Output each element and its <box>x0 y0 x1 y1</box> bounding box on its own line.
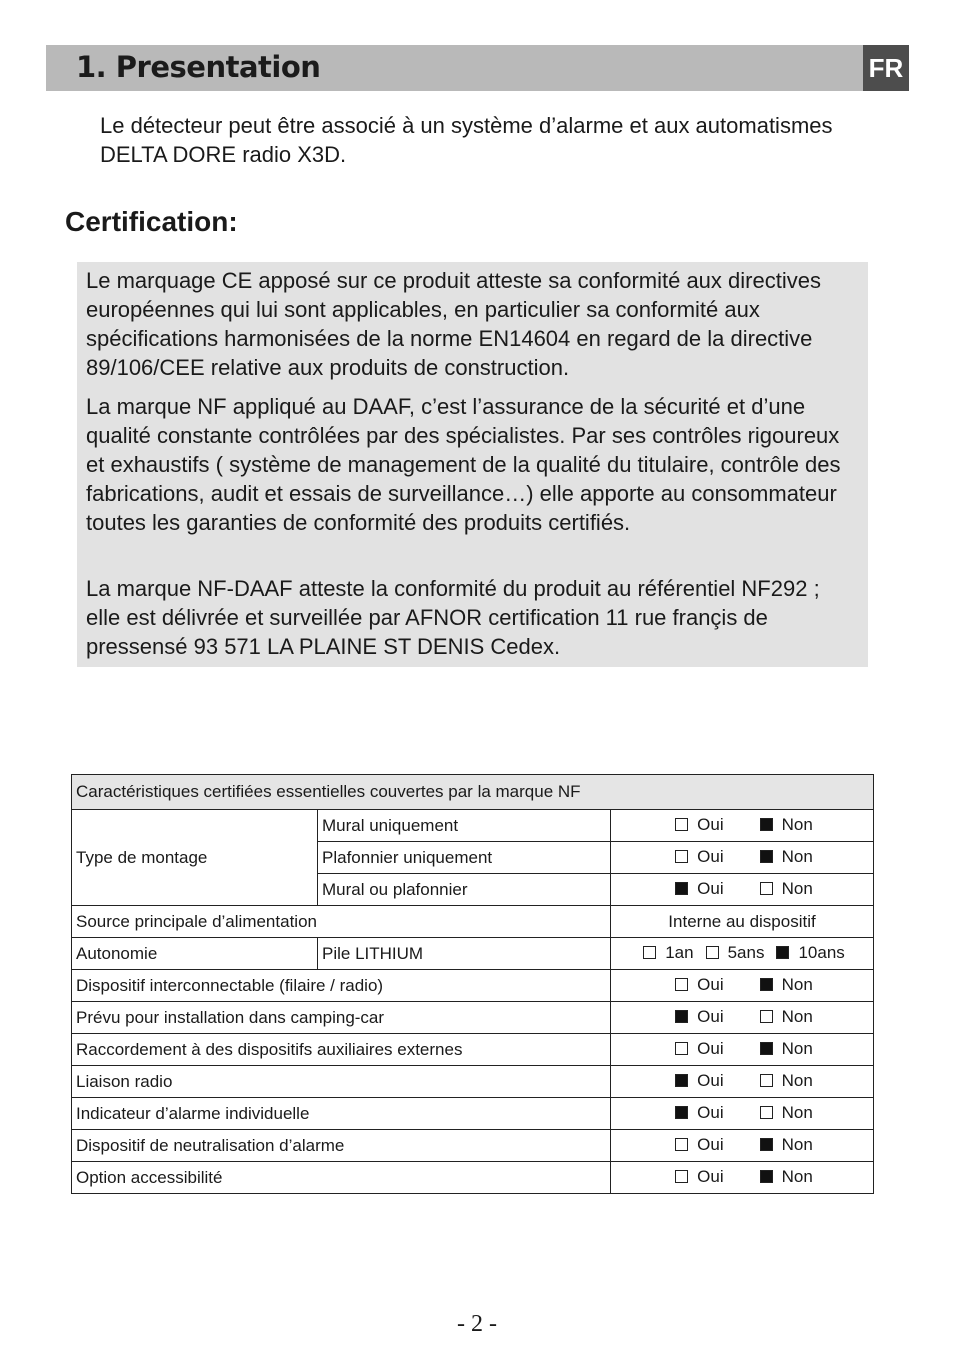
checked-box-icon <box>760 978 773 991</box>
option-label: 1an <box>665 942 694 962</box>
table-row <box>72 938 874 970</box>
option-label: Oui <box>697 1038 724 1058</box>
option-non <box>760 815 813 835</box>
empty-box-icon <box>760 1106 773 1119</box>
checked-box-icon <box>760 818 773 831</box>
certification-title: Certification: <box>65 206 238 237</box>
table-row <box>72 1098 874 1130</box>
row-label: Liaison radio <box>72 1066 611 1098</box>
checked-box-icon <box>760 1138 773 1151</box>
option-non <box>760 1135 813 1155</box>
option-label: 10ans <box>798 942 845 962</box>
empty-box-icon <box>706 946 719 959</box>
row-label: Dispositif de neutralisation d’alarme <box>72 1130 611 1162</box>
table-row <box>72 810 874 842</box>
option-oui <box>675 1135 723 1155</box>
section-title: 1. Presentation <box>76 50 321 84</box>
certification-paragraph-ce: Le marquage CE apposé sur ce produit atteste sa conformité aux directives européennes qui lui sont applicables, en particulier sa conformité aux spécifications harmonisées de la norme EN14604 en regard de la directive 89/106/CEE relative aux produits de construction. <box>86 268 821 380</box>
empty-box-icon <box>675 818 688 831</box>
row-label: Prévu pour installation dans camping-car <box>72 1002 611 1034</box>
option-non <box>760 1039 813 1059</box>
row-options <box>611 1002 874 1034</box>
row-label: Source principale d’alimentation <box>72 906 611 938</box>
table-row <box>72 1130 874 1162</box>
option-label: Non <box>781 1070 813 1090</box>
row-options <box>611 1066 874 1098</box>
option-label: 5ans <box>727 942 765 962</box>
option-label: Non <box>781 1166 813 1186</box>
table-row <box>72 1002 874 1034</box>
option-non <box>760 1071 813 1091</box>
option-oui <box>675 1007 723 1027</box>
certification-paragraph-nf-daaf: La marque NF-DAAF atteste la conformité du produit au référentiel NF292 ; elle est délivrée et surveillée par AFNOR certification 11 rue françis de pressensé 93 571 LA PLAINE ST DENIS Cedex. <box>86 576 820 659</box>
row-options <box>611 810 874 842</box>
empty-box-icon <box>675 1138 688 1151</box>
row-label: Indicateur d’alarme individuelle <box>72 1098 611 1130</box>
option-oui <box>675 879 723 899</box>
row-sub-label: Pile LITHIUM <box>318 938 611 970</box>
checked-box-icon <box>675 1010 688 1023</box>
empty-box-icon <box>675 1042 688 1055</box>
option-10ans <box>776 943 844 963</box>
row-sub-label: Mural uniquement <box>318 810 611 842</box>
option-1an <box>643 943 693 963</box>
option-non <box>760 879 813 899</box>
option-oui <box>675 847 723 867</box>
row-options <box>611 1034 874 1066</box>
option-label: Non <box>781 814 813 834</box>
row-label: Raccordement à des dispositifs auxiliaires externes <box>72 1034 611 1066</box>
option-non <box>760 975 813 995</box>
page-number: - 2 - <box>457 1311 497 1337</box>
option-label: Non <box>781 1038 813 1058</box>
option-oui <box>675 1103 723 1123</box>
checked-box-icon <box>675 1074 688 1087</box>
row-options <box>611 938 874 970</box>
table-row <box>72 1162 874 1194</box>
option-label: Non <box>781 974 813 994</box>
empty-box-icon <box>760 1074 773 1087</box>
table-row <box>72 906 874 938</box>
option-label: Non <box>781 878 813 898</box>
table-header-row <box>72 775 874 810</box>
section-header-bar <box>46 45 863 91</box>
option-non <box>760 1007 813 1027</box>
option-label: Oui <box>697 974 724 994</box>
intro-text: Le détecteur peut être associé à un système d’alarme et aux automatismes DELTA DORE radio X3D. <box>100 113 833 167</box>
option-label: Oui <box>697 1102 724 1122</box>
row-options <box>611 1162 874 1194</box>
empty-box-icon <box>675 1170 688 1183</box>
option-oui <box>675 975 723 995</box>
option-non <box>760 1167 813 1187</box>
checked-box-icon <box>760 1170 773 1183</box>
row-options <box>611 1130 874 1162</box>
table-row <box>72 970 874 1002</box>
table-row <box>72 1066 874 1098</box>
option-non <box>760 847 813 867</box>
checked-box-icon <box>675 1106 688 1119</box>
option-non <box>760 1103 813 1123</box>
checked-box-icon <box>760 850 773 863</box>
empty-box-icon <box>675 978 688 991</box>
option-label: Non <box>781 1102 813 1122</box>
row-options <box>611 874 874 906</box>
option-label: Non <box>781 1134 813 1154</box>
option-label: Non <box>781 1006 813 1026</box>
row-options <box>611 970 874 1002</box>
row-label: Autonomie <box>72 938 318 970</box>
certification-box <box>77 262 868 667</box>
checked-box-icon <box>760 1042 773 1055</box>
option-label: Oui <box>697 814 724 834</box>
option-5ans <box>706 943 765 963</box>
checked-box-icon <box>675 882 688 895</box>
empty-box-icon <box>760 882 773 895</box>
language-badge: FR <box>863 45 909 91</box>
nf-characteristics-table <box>71 774 874 1194</box>
empty-box-icon <box>643 946 656 959</box>
option-label: Oui <box>697 1166 724 1186</box>
row-value: Interne au dispositif <box>611 906 874 938</box>
row-options <box>611 842 874 874</box>
option-label: Oui <box>697 846 724 866</box>
checked-box-icon <box>776 946 789 959</box>
option-label: Oui <box>697 1134 724 1154</box>
option-label: Oui <box>697 1070 724 1090</box>
option-oui <box>675 1071 723 1091</box>
mounting-type-label: Type de montage <box>72 810 318 906</box>
empty-box-icon <box>675 850 688 863</box>
row-label: Option accessibilité <box>72 1162 611 1194</box>
row-sub-label: Plafonnier uniquement <box>318 842 611 874</box>
option-label: Non <box>781 846 813 866</box>
row-label: Dispositif interconnectable (filaire / radio) <box>72 970 611 1002</box>
row-options <box>611 1098 874 1130</box>
option-label: Oui <box>697 878 724 898</box>
option-oui <box>675 1039 723 1059</box>
row-sub-label: Mural ou plafonnier <box>318 874 611 906</box>
option-oui <box>675 1167 723 1187</box>
empty-box-icon <box>760 1010 773 1023</box>
option-label: Oui <box>697 1006 724 1026</box>
table-header: Caractéristiques certifiées essentielles couvertes par la marque NF <box>72 775 874 810</box>
table-row <box>72 1034 874 1066</box>
option-oui <box>675 815 723 835</box>
certification-paragraph-nf: La marque NF appliqué au DAAF, c’est l’assurance de la sécurité et d’une qualité constante contrôlées par des spécialistes. Par ses contrôles rigoureux et exhaustifs ( système de management de la qualité du titulaire, contrôle des fabrications, audit et essais de surveillance…) elle apporte au consommateur toutes les garanties de conformité des produits certifiés. <box>86 394 841 535</box>
